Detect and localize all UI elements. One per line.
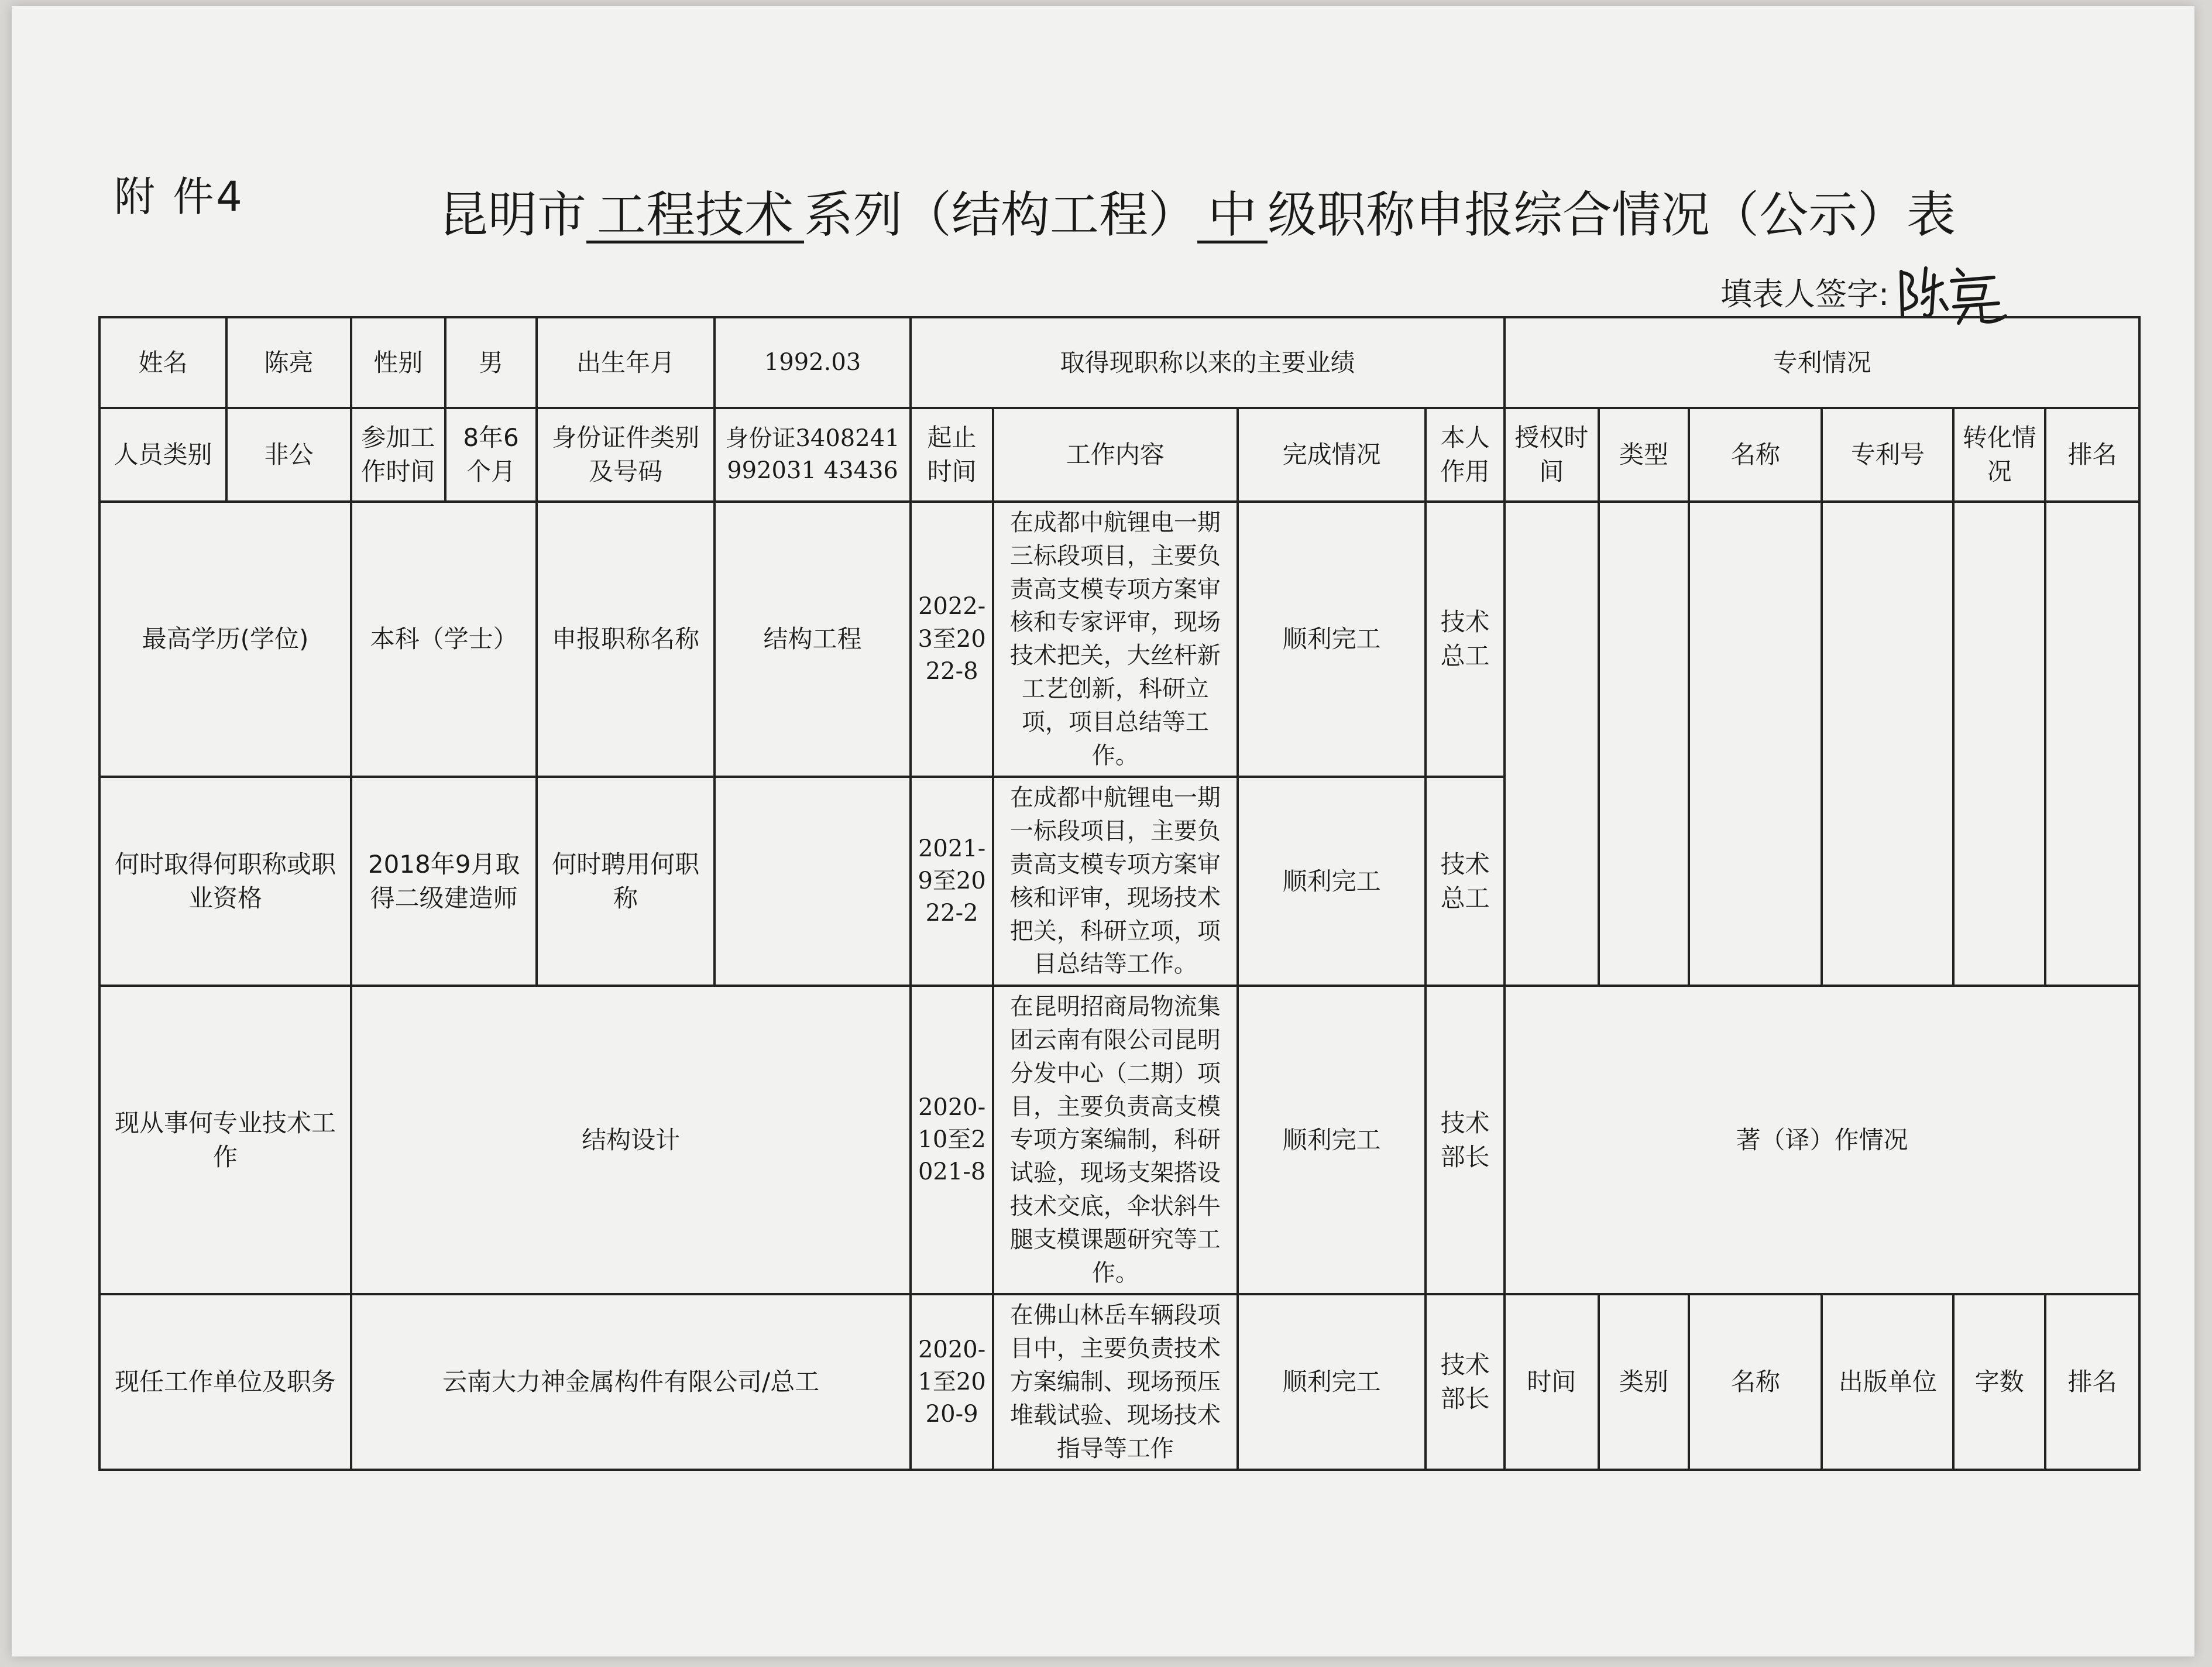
document-title <box>439 176 1956 246</box>
achievement-status: 顺利完工 <box>1238 986 1426 1294</box>
publication-col-publisher: 出版单位 <box>1822 1294 1953 1470</box>
patent-cell <box>1505 502 1599 777</box>
name-label: 姓名 <box>99 317 226 408</box>
apply-title-label: 申报职称名称 <box>537 502 714 777</box>
id-value: 身份证3408241992031 43436 <box>715 408 911 502</box>
qualification-value: 2018年9月取得二级建造师 <box>351 777 537 986</box>
patent-col-type: 类型 <box>1599 408 1689 502</box>
qualification-label: 何时取得何职称或职业资格 <box>99 777 351 986</box>
patent-cell <box>1689 777 1822 986</box>
patent-col-conversion: 转化情况 <box>1953 408 2045 502</box>
achievement-period: 2021-9至2022-2 <box>911 777 993 986</box>
application-form-table <box>98 316 2141 1471</box>
birth-label: 出生年月 <box>537 317 714 408</box>
achievement-col-role: 本人作用 <box>1426 408 1505 502</box>
publications-header: 著（译）作情况 <box>1505 986 2139 1294</box>
patent-cell <box>1953 502 2045 777</box>
achievement-status: 顺利完工 <box>1238 777 1426 986</box>
achievement-role: 技术总工 <box>1426 502 1505 777</box>
publication-col-time: 时间 <box>1505 1294 1599 1470</box>
achievement-content: 在昆明招商局物流集团云南有限公司昆明分发中心（二期）项目，主要负责高支模专项方案编制，科研试验，现场支架搭设技术交底，伞状斜牛腿支模课题研究等工作。 <box>993 986 1238 1294</box>
achievement-col-status: 完成情况 <box>1238 408 1426 502</box>
achievement-content: 在佛山林岳车辆段项目中，主要负责技术方案编制、现场预压堆载试验、现场技术指导等工作 <box>993 1294 1238 1470</box>
achievement-role: 技术部长 <box>1426 1294 1505 1470</box>
patent-col-rank: 排名 <box>2045 408 2139 502</box>
unit-value: 云南大力神金属构件有限公司/总工 <box>351 1294 911 1470</box>
title-suffix: 级职称申报综合情况（公示）表 <box>1268 186 1956 243</box>
work-years-value: 8年6个月 <box>445 408 537 502</box>
patent-cell <box>1822 502 1953 777</box>
achievement-status: 顺利完工 <box>1238 502 1426 777</box>
current-work-value: 结构设计 <box>351 986 911 1294</box>
current-work-label: 现从事何专业技术工作 <box>99 986 351 1294</box>
publication-col-rank: 排名 <box>2045 1294 2139 1470</box>
apply-title-value: 结构工程 <box>715 502 911 777</box>
patent-cell <box>2045 777 2139 986</box>
patent-cell <box>1822 777 1953 986</box>
achievement-role: 技术部长 <box>1426 986 1505 1294</box>
work-years-label: 参加工作时间 <box>351 408 445 502</box>
gender-label: 性别 <box>351 317 445 408</box>
patent-cell <box>1599 502 1689 777</box>
education-value: 本科（学士） <box>351 502 537 777</box>
achievement-col-period: 起止时间 <box>911 408 993 502</box>
attachment-label: 附 件4 <box>114 173 245 221</box>
achievement-period: 2020-10至2021-8 <box>911 986 993 1294</box>
publication-col-name: 名称 <box>1689 1294 1822 1470</box>
id-label: 身份证件类别及号码 <box>537 408 714 502</box>
paper-sheet <box>12 6 2194 1656</box>
patent-cell <box>1599 777 1689 986</box>
achievement-period: 2020-1至2020-9 <box>911 1294 993 1470</box>
achievement-period: 2022-3至2022-8 <box>911 502 993 777</box>
gender-value: 男 <box>445 317 537 408</box>
patent-col-time: 授权时间 <box>1505 408 1599 502</box>
education-label: 最高学历(学位) <box>99 502 351 777</box>
title-series: 工程技术 <box>586 189 804 243</box>
publication-col-category: 类别 <box>1599 1294 1689 1470</box>
achievement-role: 技术总工 <box>1426 777 1505 986</box>
hired-title-label: 何时聘用何职称 <box>537 777 714 986</box>
title-middle: 系列（结构工程） <box>804 186 1198 243</box>
hired-title-value <box>715 777 911 986</box>
achievement-status: 顺利完工 <box>1238 1294 1426 1470</box>
category-label: 人员类别 <box>99 408 226 502</box>
patent-cell <box>2045 502 2139 777</box>
patent-cell <box>1689 502 1822 777</box>
title-prefix: 昆明市 <box>439 186 587 243</box>
patent-col-name: 名称 <box>1689 408 1822 502</box>
achievement-col-content: 工作内容 <box>993 408 1238 502</box>
achievement-content: 在成都中航锂电一期一标段项目，主要负责高支模专项方案审核和评审，现场技术把关，科研立项，项目总结等工作。 <box>993 777 1238 986</box>
achievement-content: 在成都中航锂电一期三标段项目，主要负责高支模专项方案审核和专家评审，现场技术把关，大丝杆新工艺创新，科研立项，项目总结等工作。 <box>993 502 1238 777</box>
achievements-header: 取得现职称以来的主要业绩 <box>911 317 1505 408</box>
patent-cell <box>1953 777 2045 986</box>
unit-label: 现任工作单位及职务 <box>99 1294 351 1470</box>
name-value: 陈亮 <box>226 317 351 408</box>
publication-col-wordcount: 字数 <box>1953 1294 2045 1470</box>
patent-col-number: 专利号 <box>1822 408 1953 502</box>
patent-cell <box>1505 777 1599 986</box>
signer-label: 填表人签字: <box>1720 276 1890 313</box>
patents-header: 专利情况 <box>1505 317 2139 408</box>
birth-value: 1992.03 <box>715 317 911 408</box>
title-level: 中 <box>1197 189 1268 243</box>
category-value: 非公 <box>226 408 351 502</box>
